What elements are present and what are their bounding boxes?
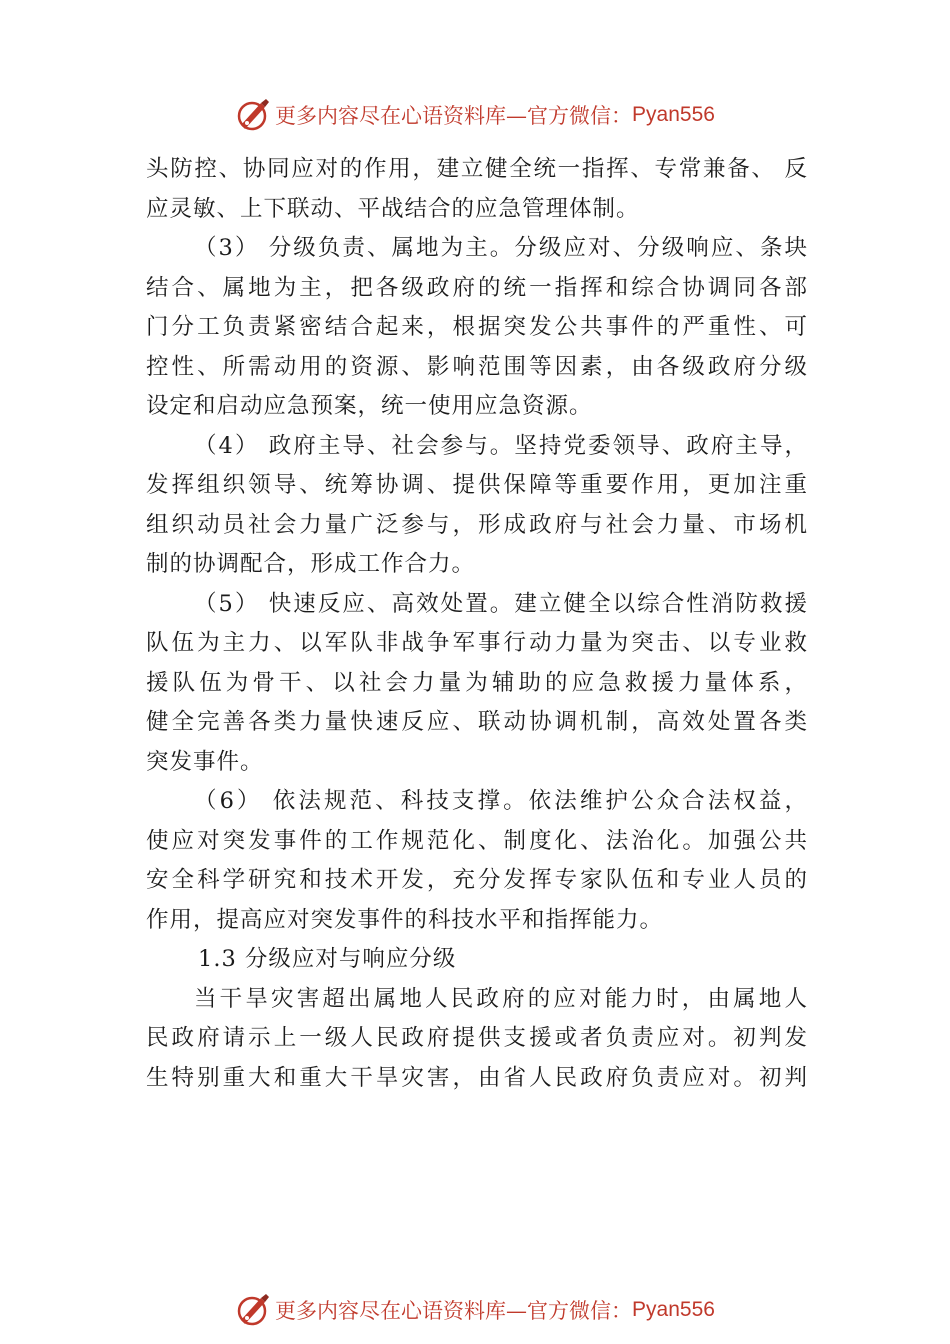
pen-logo-icon bbox=[235, 1292, 271, 1328]
text-line: 突发事件。 bbox=[146, 748, 264, 775]
text-line: 民政府请示上一级人民政府提供支援或者负责应对。初判发 bbox=[146, 1025, 808, 1051]
text-line: 生特别重大和重大干旱灾害，由省人民政府负责应对。初判 bbox=[146, 1064, 808, 1091]
text-line: 安全科学研究和技术开发，充分发挥专家队伍和专业人员的 bbox=[146, 867, 808, 893]
text-line: 结合、属地为主，把各级政府的统一指挥和综合协调同各部 bbox=[146, 274, 808, 301]
text-line: 作用，提高应对突发事件的科技水平和指挥能力。 bbox=[146, 906, 664, 933]
text-line: （3） 分级负责、属地为主。分级应对、分级响应、条块 bbox=[194, 235, 808, 261]
text-line: （5） 快速反应、高效处置。建立健全以综合性消防救援 bbox=[194, 590, 808, 617]
banner-text: 更多内容尽在心语资料库—官方微信： bbox=[275, 104, 633, 128]
banner-wechat-id: Pyan556 bbox=[632, 1298, 715, 1321]
document-body bbox=[146, 150, 808, 1098]
text-line: 发挥组织领导、统筹协调、提供保障等重要作用，更加注重 bbox=[146, 472, 808, 498]
text-line: 设定和启动应急预案，统一使用应急资源。 bbox=[146, 393, 593, 419]
text-line: 援队伍为骨干、以社会力量为辅助的应急救援力量体系， bbox=[146, 669, 808, 696]
text-line: 头防控、协同应对的作用，建立健全统一指挥、专常兼备、 反 bbox=[146, 156, 808, 182]
header-banner bbox=[0, 95, 950, 135]
text-line: （4） 政府主导、社会参与。坚持党委领导、政府主导， bbox=[194, 432, 808, 459]
pen-logo-icon bbox=[235, 97, 271, 133]
footer-banner bbox=[0, 1290, 950, 1330]
text-line: 队伍为主力、以军队非战争军事行动力量为突击、以专业救 bbox=[146, 630, 808, 656]
text-line: 控性、所需动用的资源、影响范围等因素，由各级政府分级 bbox=[146, 353, 808, 380]
text-line: 使应对突发事件的工作规范化、制度化、法治化。加强公共 bbox=[146, 827, 808, 854]
text-line: （6） 依法规范、科技支撑。依法维护公众合法权益， bbox=[194, 788, 808, 814]
section-heading: 1.3 分级应对与响应分级 bbox=[198, 946, 457, 972]
banner-text: 更多内容尽在心语资料库—官方微信： bbox=[275, 1299, 633, 1323]
text-line: 当干旱灾害超出属地人民政府的应对能力时，由属地人 bbox=[194, 985, 808, 1012]
text-line: 健全完善各类力量快速反应、联动协调机制，高效处置各类 bbox=[146, 709, 808, 735]
text-line: 门分工负责紧密结合起来，根据突发公共事件的严重性、可 bbox=[146, 314, 808, 340]
text-line: 制的协调配合，形成工作合力。 bbox=[146, 551, 476, 577]
banner-wechat-id: Pyan556 bbox=[632, 103, 715, 126]
text-line: 应灵敏、上下联动、平战结合的应急管理体制。 bbox=[146, 195, 640, 222]
text-line: 组织动员社会力量广泛参与，形成政府与社会力量、市场机 bbox=[146, 511, 808, 538]
